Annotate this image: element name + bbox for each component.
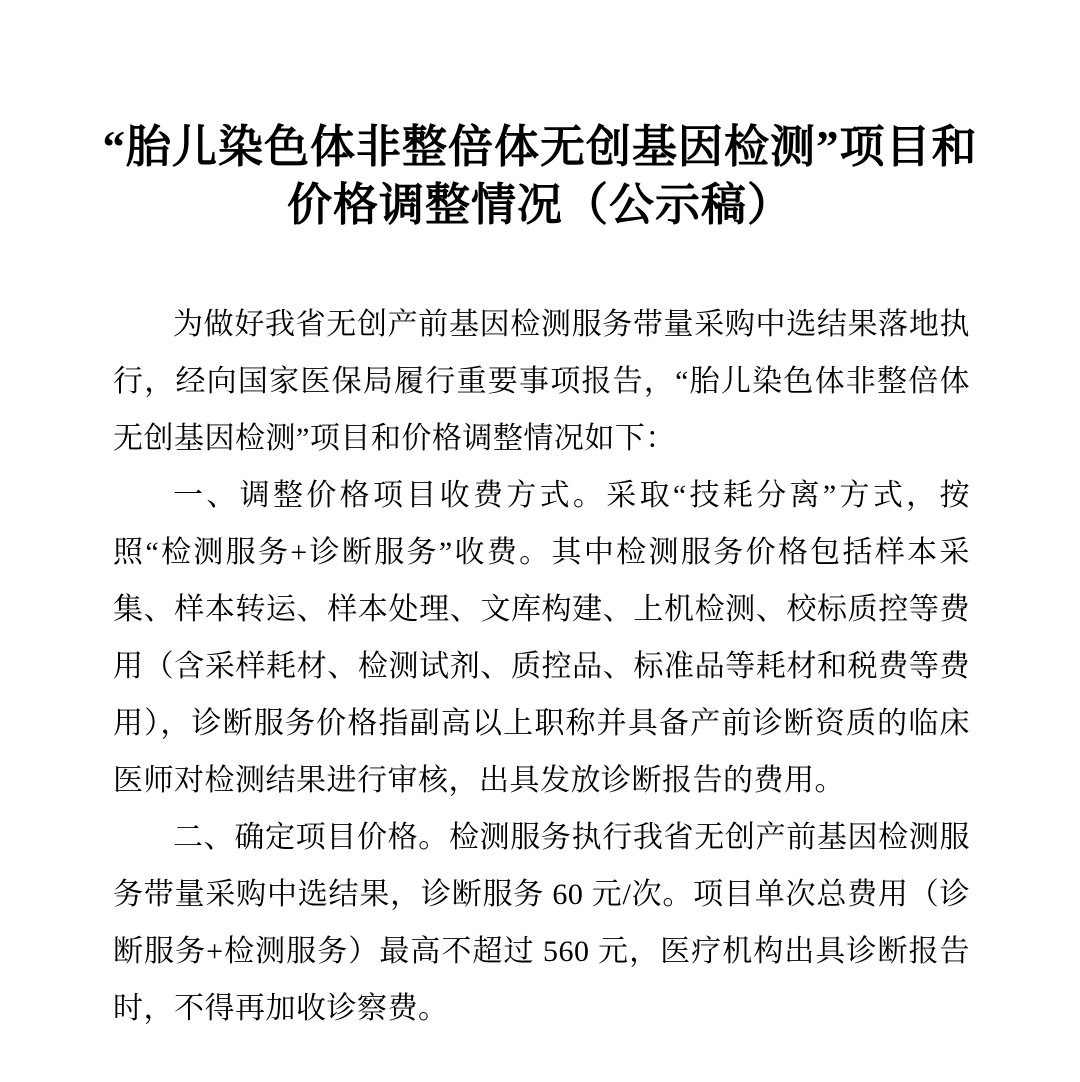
title-line-2: 价格调整情况（公示稿） [286, 180, 793, 230]
title-line-1: “胎儿染色体非整倍体无创基因检测”项目和 [102, 122, 978, 172]
document-title [0, 0, 1080, 234]
paragraph-intro: 为做好我省无创产前基因检测服务带量采购中选结果落地执行，经向国家医保局履行重要事项报告，“胎儿染色体非整倍体无创基因检测”项目和价格调整情况如下： [113, 308, 970, 455]
paragraph-section-1: 一、调整价格项目收费方式。采取“技耗分离”方式，按照“检测服务+诊断服务”收费。其中检测服务价格包括样本采集、样本转运、样本处理、文库构建、上机检测、校标质控等费用（含采样耗材、检测试剂、质控品、标准品等耗材和税费等费用），诊断服务价格指副高以上职称并具备产前诊断资质的临床医师对检测结果进行审核，出具发放诊断报告的费用。 [113, 479, 970, 797]
document-body [113, 296, 970, 1037]
paragraph-section-2: 二、确定项目价格。检测服务执行我省无创产前基因检测服务带量采购中选结果，诊断服务 60 元/次。项目单次总费用（诊断服务+检测服务）最高不超过 560 元，医疗机构出具诊断报告时，不得再加收诊察费。 [113, 821, 970, 1025]
